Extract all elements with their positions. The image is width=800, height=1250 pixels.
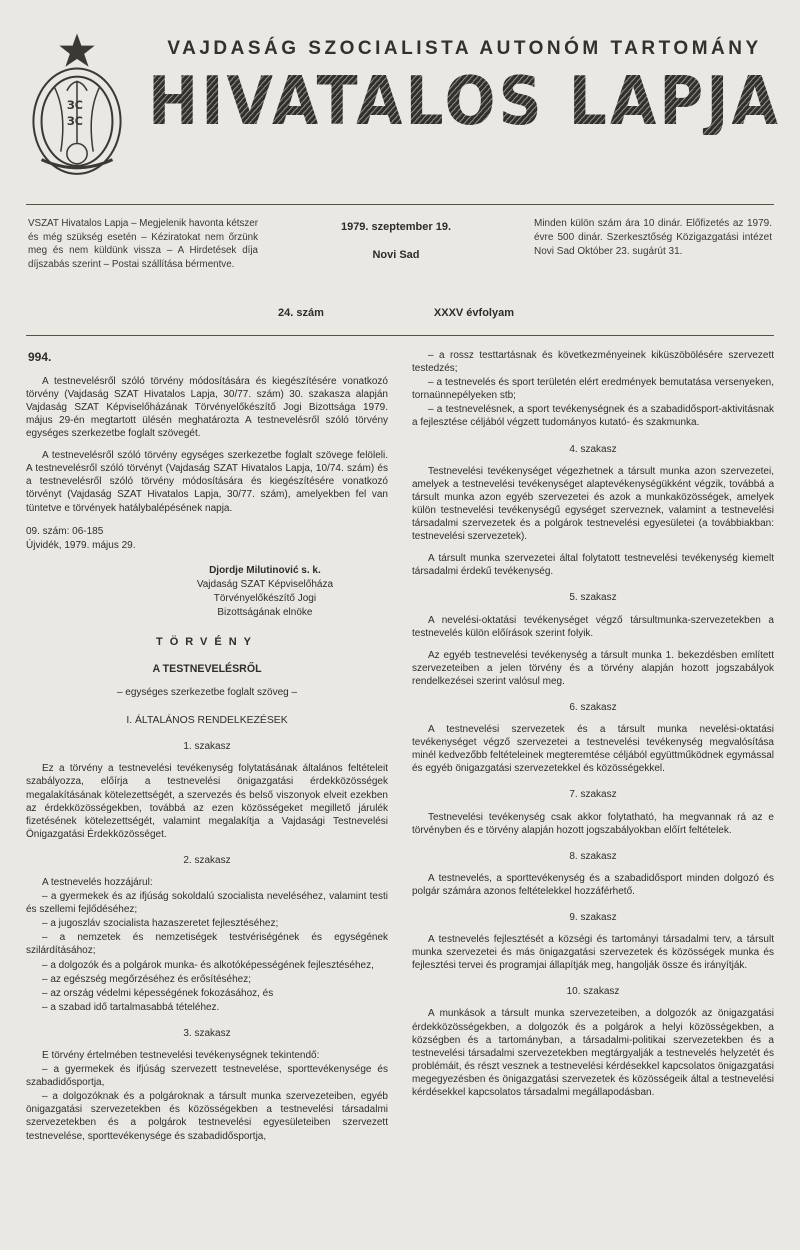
list-item: – a rossz testtartásnak és következményeinek kiküszöbölésére szervezett testedzés; [412,350,774,375]
list-item: – az egészség megőrzéséhez és erősítéséhez; [42,973,252,985]
article-number: 994. [28,350,52,364]
masthead-divider [26,335,774,336]
paragraph: A testnevelés fejlesztését a községi és tartományi társadalmi terv, a társult munka szervezetei és más önigazgatási szervezetek és közösségek munka és fejlesztési tervei és programjai állapítják meg, hangolják össze és irányítják. [412,934,774,972]
section-heading: 6. szakasz [569,701,617,713]
paragraph: A testnevelés hozzájárul: [42,876,153,888]
header-divider [26,204,774,205]
list-item: – a nemzetek és nemzetiségek testvériségének és egységének szilárdításához; [26,932,388,957]
section-heading: 10. szakasz [566,986,620,998]
law-subtitle: – egységes szerkezetbe foglalt szöveg – [116,686,298,698]
list-item: – a dolgozóknak és a polgároknak a társult munka szervezeteiben, egyéb önigazgatási szervezetekben és közösségekben a testnevelési társadalmi szervezetekben és a polgárok testnevelési egyesületeiben szervezett testnevelése, sporttevékenysége és szabadidősportja, [26,1091,388,1142]
paragraph: Testnevelési tevékenység csak akkor folytatható, ha megvannak rá az e törvényben és e törvény alapján hozott jogszabályokban előírt feltételek. [412,811,774,836]
list-item: – a jugoszláv szocialista hazaszeretet fejlesztéséhez; [42,918,279,930]
svg-text:ЗС: ЗС [66,99,83,113]
list-item: – a dolgozók és a polgárok munka- és alkotóképességének fejlesztéséhez, [42,959,374,971]
issue-info [274,217,518,321]
paragraph: E törvény értelmében testnevelési tevékenységnek tekintendő: [42,1050,320,1061]
issue-number: 24. szám [278,307,324,319]
svg-text:ЗС: ЗС [66,115,83,129]
issue-volume-row [274,307,518,321]
gazette-header [26,6,781,200]
signature-name: Djordje Milutinović s. k. [209,564,321,576]
paragraph: A munkások a társult munka szervezeteiben, a dolgozók az önigazgatási érdekközösségekben, a dolgozók és a polgárok a helyi közösségekben, a községben és a tartományban, a társadalmi-politikai szervezetekben és a testnevelési társadalmi szervezetekben megtárgyalják a testnevelés helyzetét és problémáit, és részt vesznek a testnevelési kérdésekkel kapcsolatos önigazgatási megegyezésben és önigazgatási szervezetek és közösségeik által a testnevelési kérdésekkel kapcsolatos társadalmi megállapodásban. [412,1008,774,1099]
list-item: – a szabad idő tartalmasabbá tételéhez. [42,1001,220,1013]
reference-number: 09. szám: 06-185 [26,525,104,537]
place-date-line: Újvidék, 1979. május 29. [26,539,136,551]
signature-title: Törvényelőkészítő Jogi [213,593,317,605]
list-item: – az ország védelmi képességének fokozásához, és [42,987,274,999]
paragraph: A testnevelés, a sporttevékenység és a szabadidősport minden dolgozó és polgár számára azonos feltételekkel hozzáférhető. [412,872,774,897]
paragraph: Ez a törvény a testnevelési tevékenység folytatásának általános feltételeit szabályozza, előírja a testnevelési önigazgatási érdekközösségek megalakításának kötelezettségét, a szervezés és belső viszonyok elveit ezekben az érdekközösségekben, továbbá az ezen közösségeket megillető járulék fizetésének kötelezettségét, valamint megalakítja a Vajdasági Testnevelési Önigazgatási Érdekközösséget. [26,763,388,840]
section-heading: 4. szakasz [569,443,617,455]
section-heading: 2. szakasz [183,854,231,866]
province-name: VAJDASÁG SZOCIALISTA AUTONÓM TARTOMÁNY [167,38,762,59]
section-heading: 5. szakasz [569,592,617,604]
paragraph: A nevelési-oktatási tevékenységet végző társultmunka-szervezetekben a testnevelés külön előírások szerint folyik. [412,614,774,639]
article-body [26,348,774,1143]
issue-city: Novi Sad [372,249,420,261]
paragraph: Testnevelési tevékenységet végezhetnek a társult munka azon szervezetei, amelyek a testnevelési tevékenységet alaptevékenységükként végzik, továbbá a társult munka azon egyéb szervezetei és azok a munkaközösségek, amelyek külön testnevelési tevékenységű egységet szerveznek, valamint a testnevelési társadalmi szervezetek és a polgárok testnevelési egyesületei (a továbbiakban: testnevelési szervezetek). [412,465,774,543]
section-heading: 8. szakasz [569,850,617,862]
section-heading: 7. szakasz [569,789,617,801]
list-item: – a gyermekek és ifjúság szervezett testnevelése, sporttevékenysége és szabadidősportja, [26,1064,388,1089]
section-heading: 9. szakasz [569,912,617,923]
article-left-column [26,348,388,1143]
paragraph: Az egyéb testnevelési tevékenység a társult munka 1. bekezdésben említett szervezeteiben a jelen törvény és a törvény alapján hozott jogszabályok rendelkezései szerint valósul meg. [412,649,774,687]
price-subscription-info: Minden külön szám ára 10 dinár. Előfizetés az 1979. évre 500 dinár. Szerkesztőség Közigazgatási intézet Novi Sad Október 23. sugárút 31. [534,218,772,258]
coat-of-arms-logo [26,32,128,189]
list-item: – a testnevelésnek, a sport tevékenységnek és a szabadidősport-aktivitásnak a fejlesztése céljából végzett tudományos kutató- és szakmunka. [412,404,774,429]
section-heading: 3. szakasz [183,1027,231,1039]
signature-title: Bizottságának elnöke [217,607,313,619]
list-item: – a gyermekek és az ifjúság sokoldalú szocialista neveléséhez, valamint testi és szellemi fejlődéséhez; [26,891,388,916]
volume-number: XXXV évfolyam [433,307,514,319]
gazette-title: HIVATALOS LAPJA [148,62,781,141]
left-column-content [26,375,388,1143]
paragraph: A testnevelésről szóló törvény módosítására és kiegészítésére vonatkozó törvény (Vajdaság SZAT Hivatalos Lapja, 30/77. szám) 30. szakasza alapján Vajdaság SZAT Képviselőházának Törvényelőkészítő Jogi Bizottsága 1979. május 29-én megtartott ülésén meghatározta A testnevelésről szóló törvény egységes szerkezetbe foglalt szövegét. [26,375,388,440]
paragraph: A testnevelésről szóló törvény egységes szerkezetbe foglalt szövege felöleli. A testnevelésről szóló törvényt (Vajdaság SZAT Hivatalos Lapja, 10/74. szám) és a testnevelésről szóló törvény módosítására és kiegészítésére vonatkozó törvényt (Vajdaság SZAT Hivatalos Lapja, 30/77. szám), amelyekben fel van tüntetve e törvények hatálybalépésének napja. [26,450,388,514]
signature-title: Vajdaság SZAT Képviselőháza [196,578,334,590]
paragraph: A testnevelési szervezetek és a társult munka nevelési-oktatási tevékenységet végző szervezetei a testnevelési tevékenység megvalósítása minél kedvezőbb feltételeinek megteremtése céljából együttműködnek egymással és egyéb önigazgatási szervezetekkel és közösségekkel. [412,724,774,775]
article-right-column [412,348,774,1143]
publication-info: VSZAT Hivatalos Lapja – Megjelenik havonta kétszer és még szükség esetén – Kéziratokat nem őrzünk meg és nem küldünk vissza – A Hirdetések díja díjszabás szerint – Postai szállítása bérmentve. [28,218,258,270]
paragraph: A társult munka szervezetei által folytatott testnevelési tevékenység kiemelt társadalmi érdekű tevékenység. [412,553,774,578]
law-title: A TESTNEVELÉSRŐL [152,662,262,675]
issue-date: 1979. szeptember 19. [340,221,452,233]
list-item: – a testnevelés és sport területén elért eredmények bemutatása versenyeken, tornaünnepélyeken stb; [412,377,774,402]
law-heading: TÖRVÉNY [156,636,258,649]
right-column-content [412,349,774,1099]
header-titles [148,32,791,141]
section-heading: 1. szakasz [183,741,231,753]
masthead-info-band [26,209,774,331]
chapter-heading: I. ÁLTALÁNOS RENDELKEZÉSEK [126,714,288,726]
